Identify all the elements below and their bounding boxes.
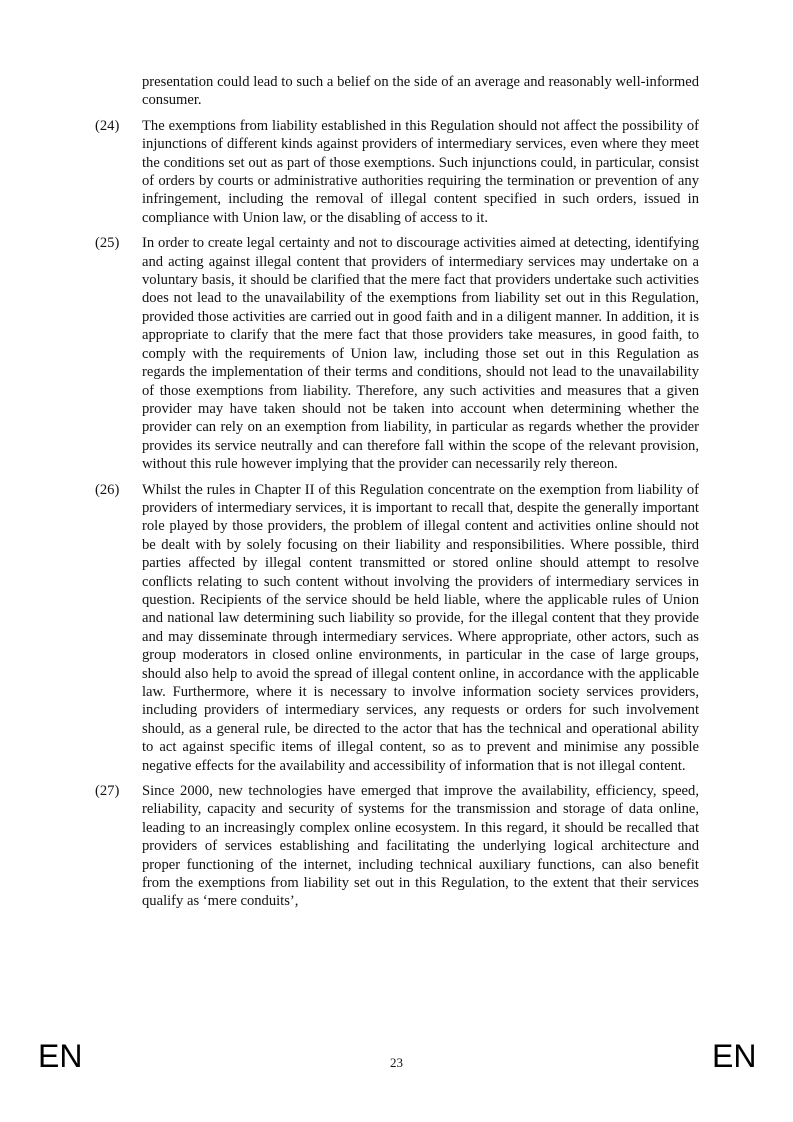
recital-number: (24) bbox=[95, 117, 120, 134]
recital-25 bbox=[95, 234, 699, 473]
recital-number: (27) bbox=[95, 783, 120, 800]
recital-number: (26) bbox=[95, 481, 120, 498]
recital-text: Since 2000, new technologies have emerged that improve the availability, efficiency, speed, reliability, capacity and security of systems for the transmission and storage of data online, leading to an increasingly complex online ecosystem. In this regard, it should be recalled that providers of services establishing and facilitating the underlying logical architecture and proper functioning of the internet, including technical auxiliary functions, can also benefit from the exemptions from liability set out in this Regulation, to the extent that their services qualify as ‘mere conduits’, bbox=[142, 783, 699, 910]
recital-26 bbox=[95, 481, 699, 776]
page-body bbox=[95, 73, 699, 918]
continuation-paragraph bbox=[95, 73, 699, 110]
recital-number: (25) bbox=[95, 235, 120, 252]
recital-27 bbox=[95, 782, 699, 911]
page-number: 23 bbox=[390, 1055, 403, 1070]
language-code-right: EN bbox=[712, 1038, 757, 1074]
recital-text: The exemptions from liability established in this Regulation should not affect the possibility of injunctions of different kinds against providers of intermediary services, even where they meet the conditions set out as part of those exemptions. Such injunctions could, in particular, consist of orders by courts or administrative authorities requiring the termination or prevention of any infringement, including the removal of illegal content specified in such orders, issued in compliance with Union law, or the disabling of access to it. bbox=[142, 117, 699, 226]
recital-text: In order to create legal certainty and not to discourage activities aimed at detecting, identifying and acting against illegal content that providers of intermediary services may undertake on a voluntary basis, it should be clarified that the mere fact that providers undertake such activities does not lead to the unavailability of the exemptions from liability set out in this Regulation, provided those activities are carried out in good faith and in a diligent manner. In addition, it is appropriate to clarify that the mere fact that those providers take measures, in good faith, to comply with the requirements of Union law, including those set out in this Regulation as regards the implementation of their terms and conditions, should not lead to the unavailability of those exemptions from liability. Therefore, any such activities and measures that a given provider may have taken should not be taken into account when determining whether the provider can rely on an exemption from liability, in particular as regards whether the provider provides its service neutrally and can therefore fall within the scope of the relevant provision, without this rule however implying that the provider can necessarily rely thereon. bbox=[142, 235, 699, 473]
recital-text: Whilst the rules in Chapter II of this Regulation concentrate on the exemption from liability of providers of intermediary services, it is important to recall that, despite the generally important role played by those providers, the problem of illegal content and activities online should not be dealt with by solely focusing on their liability and responsibilities. Where possible, third parties affected by illegal content transmitted or stored online should attempt to resolve conflicts relating to such content without involving the providers of intermediary services in question. Recipients of the service should be held liable, where the applicable rules of Union and national law determining such liability so provide, for the illegal content that they provide and may disseminate through intermediary services. Where appropriate, other actors, such as group moderators in closed online environments, in particular in the case of large groups, should also help to avoid the spread of illegal content online, in accordance with the applicable law. Furthermore, where it is necessary to involve information society services providers, including providers of intermediary services, any requests or orders for such involvement should, as a general rule, be directed to the actor that has the technical and operational ability to act against specific items of illegal content, so as to prevent and minimise any possible negative effects for the availability and accessibility of information that is not illegal content. bbox=[142, 481, 699, 774]
continuation-text: presentation could lead to such a belief on the side of an average and reasonably well-informed consumer. bbox=[142, 74, 699, 109]
language-code-left: EN bbox=[38, 1038, 83, 1074]
recital-24 bbox=[95, 117, 699, 227]
